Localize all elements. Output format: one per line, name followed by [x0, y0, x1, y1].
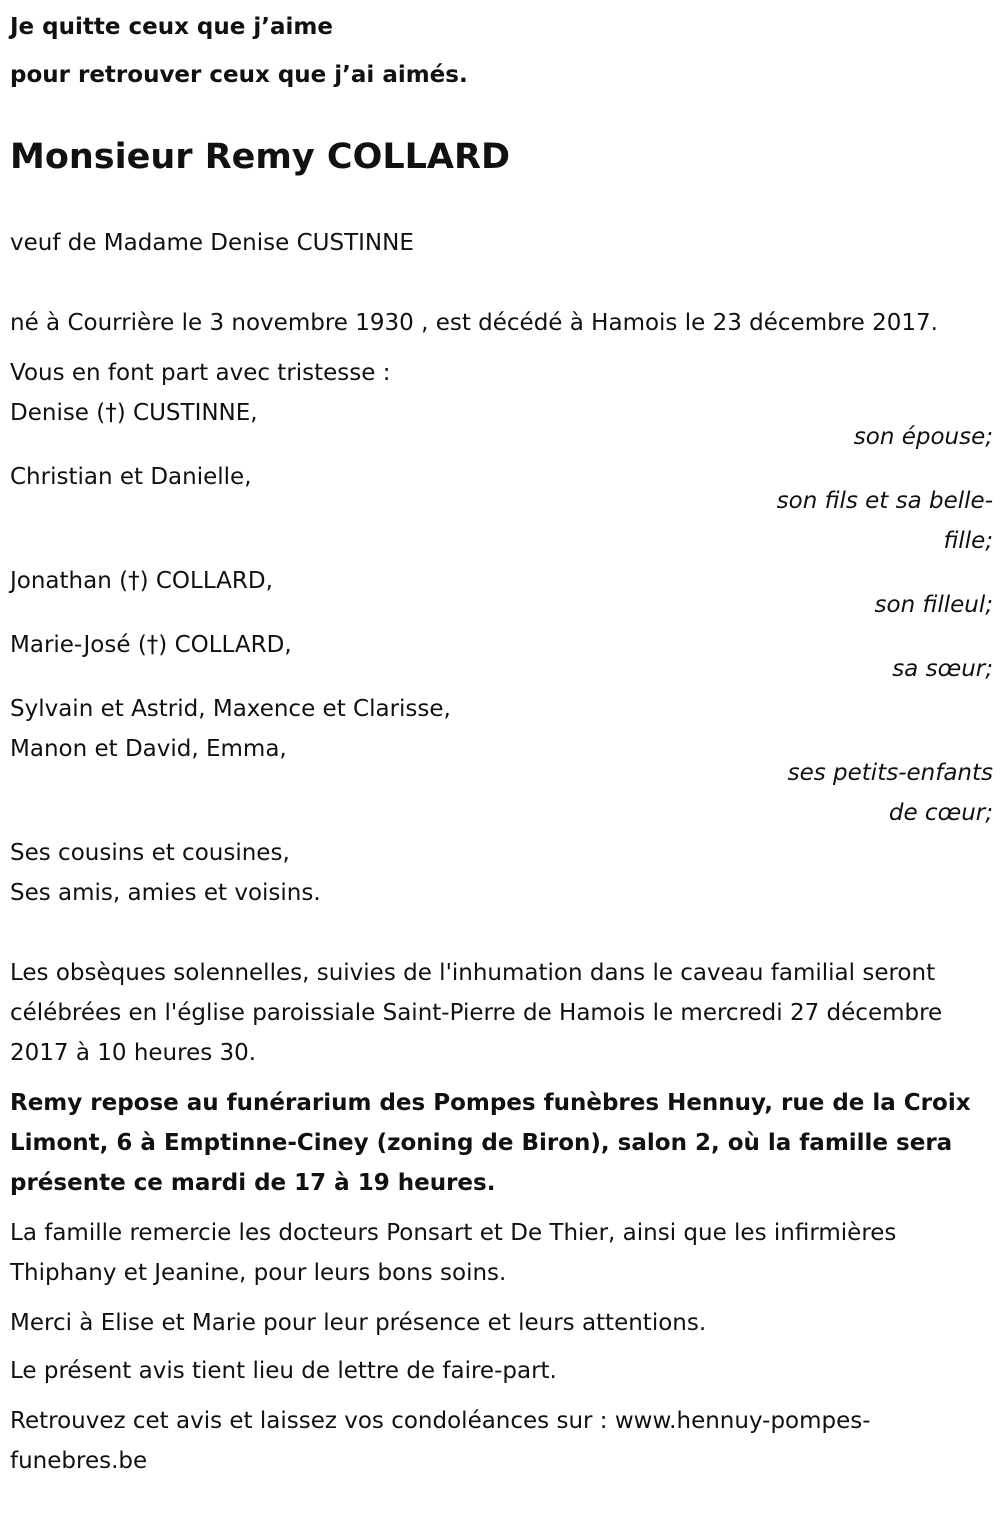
family-member-name: Sylvain et Astrid, Maxence et Clarisse,: [10, 696, 451, 722]
role-line: son fils et sa belle-: [776, 488, 993, 514]
family-entry: [10, 561, 995, 625]
viewing-info: Remy repose au funérarium des Pompes funèbres Hennuy, rue de la Croix Limont, 6 à Emptinne-Ciney (zoning de Biron), salon 2, où la famille sera présente ce mardi de 17 à 19 heures.: [10, 1090, 971, 1196]
intro: Vous en font part avec tristesse :: [10, 360, 391, 386]
role-line: de cœur;: [888, 800, 993, 826]
family-list: [10, 353, 995, 913]
funeral-info: Les obsèques solennelles, suivies de l'inhumation dans le caveau familial seront célébrées en l'église paroissiale Saint-Pierre de Hamois le mercredi 27 décembre 2017 à 10 heures 30.: [10, 960, 943, 1066]
family-member-name: Christian et Danielle,: [10, 464, 252, 490]
family-member-name: Marie-José (†) COLLARD,: [10, 632, 292, 658]
quote-line-1: Je quitte ceux que j’aime: [10, 14, 333, 40]
family-member-name: Denise (†) CUSTINNE,: [10, 400, 258, 426]
other-relative: Ses amis, amies et voisins.: [10, 880, 321, 906]
role-line: sa sœur;: [892, 656, 993, 682]
thanks-doctors: La famille remercie les docteurs Ponsart et De Thier, ainsi que les infirmières Thiphany et Jeanine, pour leurs bons soins.: [10, 1220, 897, 1286]
deceased-name: Monsieur Remy COLLARD: [10, 137, 511, 177]
birth-death: né à Courrière le 3 novembre 1930 , est décédé à Hamois le 23 décembre 2017.: [10, 310, 938, 336]
family-entry: [10, 625, 995, 689]
family-member-name: Jonathan (†) COLLARD,: [10, 568, 273, 594]
quote-line-2: pour retrouver ceux que j’ai aimés.: [10, 62, 468, 88]
website-info: Retrouvez cet avis et laissez vos condoléances sur : www.hennuy-pompes-funebres.be: [10, 1408, 871, 1474]
family-entry: [10, 457, 995, 561]
family-entry: [10, 393, 995, 457]
family-member-name: Manon et David, Emma,: [10, 736, 287, 762]
thanks-friends: Merci à Elise et Marie pour leur présence et leurs attentions.: [10, 1310, 707, 1336]
obituary-notice: [0, 7, 1000, 1481]
role-line: fille;: [943, 528, 993, 554]
other-relative: Ses cousins et cousines,: [10, 840, 290, 866]
role-line: ses petits-enfants: [787, 760, 993, 786]
family-entries: [10, 393, 995, 833]
family-entry: [10, 689, 995, 833]
widower-of: veuf de Madame Denise CUSTINNE: [10, 230, 414, 256]
notice-statement: Le présent avis tient lieu de lettre de faire-part.: [10, 1358, 557, 1384]
role-line: son filleul;: [874, 592, 993, 618]
role-line: son épouse;: [853, 424, 993, 450]
